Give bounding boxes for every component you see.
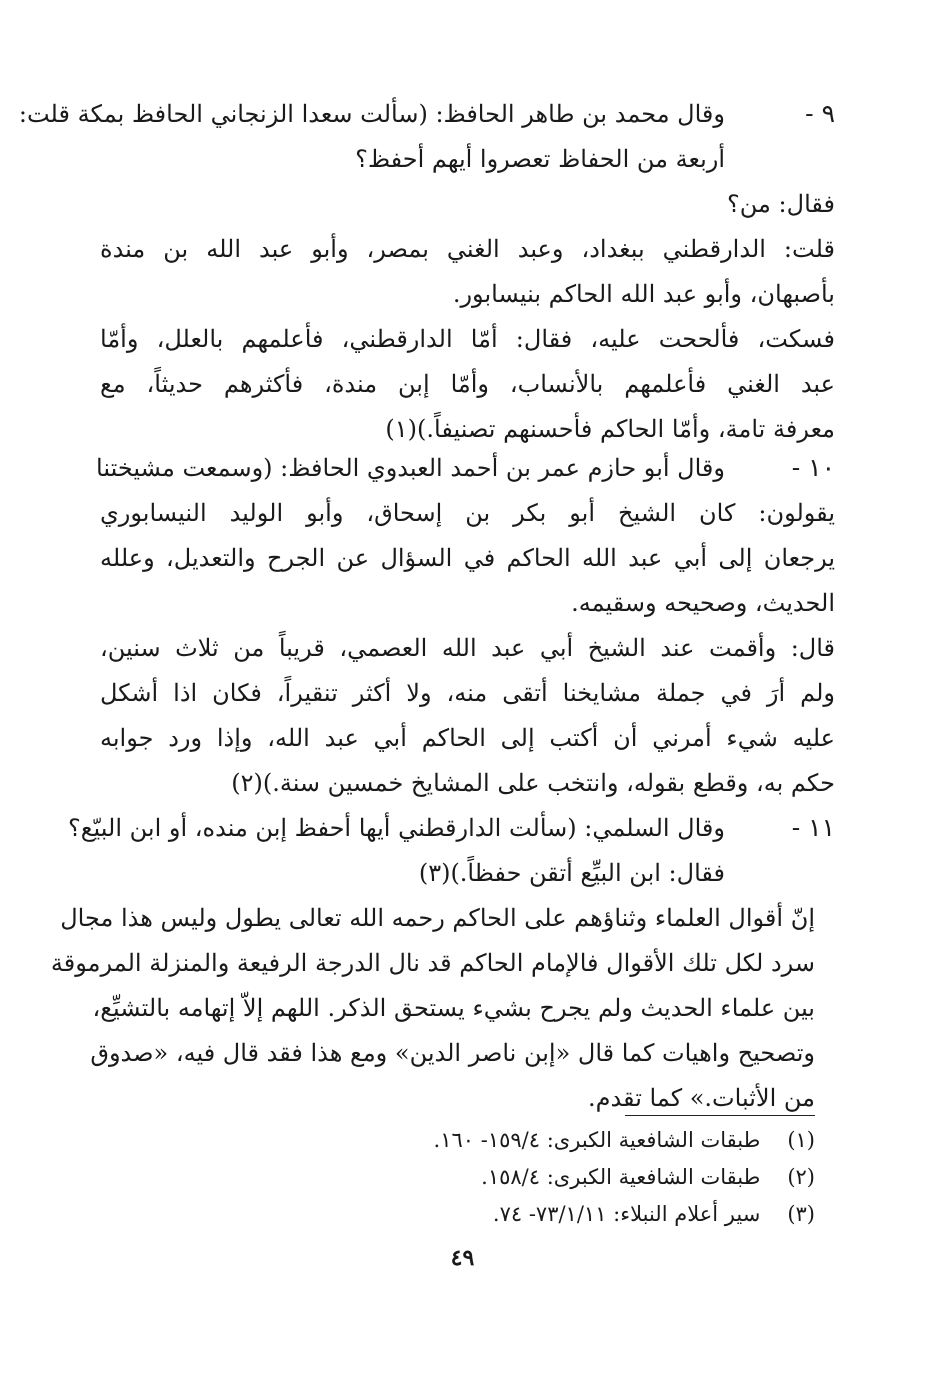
text-line: عليه شيء أمرني أن أكتب إلى الحاكم أبي عبد الله، وإذا ورد جوابه [100,724,835,752]
entry-number: ١٠ - [791,453,835,482]
footnote-marker: (٣) [787,1202,815,1226]
text-line: فسكت، فألححت عليه، فقال: أمّا الدارقطني، فأعلمهم بالعلل، وأمّا [100,325,835,353]
text-line: إنّ أقوال العلماء وثناؤهم على الحاكم رحمه الله تعالى يطول وليس هذا مجال [60,904,815,932]
entry-11 [68,806,835,896]
text-line: وقال محمد بن طاهر الحافظ: (سألت سعدا الزنجاني الحافظ بمكة قلت: [18,100,725,128]
footnote [200,1122,815,1159]
footnote-text: طبقات الشافعية الكبرى: ١٥٨/٤. [481,1165,761,1189]
text-line: فقال: ابن البيِّع أتقن حفظاً.)(٣) [418,859,725,887]
text-line: يقولون: كان الشيخ أبو بكر بن إسحاق، وأبو الوليد النيسابوري [100,499,835,527]
entry-9 [18,92,835,182]
footnote [200,1159,815,1196]
entry-text [100,182,835,452]
text-line: سرد لكل تلك الأقوال فالإمام الحاكم قد نال الدرجة الرفيعة والمنزلة المرموقة [50,949,815,977]
text-line: قال: وأقمت عند الشيخ أبي عبد الله العصمي، قريباً من ثلاث سنين، [100,634,835,662]
entry-text [96,446,725,491]
entry-10 [96,446,835,491]
text-line: قلت: الدارقطني ببغداد، وعبد الغني بمصر، وأبو عبد الله بن مندة [100,235,835,263]
entry-number: ٩ - [805,99,835,128]
footnote [200,1196,815,1233]
footnote-marker: (١) [787,1128,815,1152]
text-line: أربعة من الحفاظ تعصروا أيهم أحفظ؟ [355,145,725,173]
text-line: ولم أرَ في جملة مشايخنا أتقى منه، ولا أكثر تنقيراً، فكان اذا أشكل [100,679,835,707]
footnote-marker: (٢) [787,1165,815,1189]
entry-text [100,491,835,806]
text-line: يرجعان إلى أبي عبد الله الحاكم في السؤال عن الجرح والتعديل، وعلله [100,544,835,572]
text-line: فقال: من؟ [727,190,835,218]
footnote-text: سير أعلام النبلاء: ٧٣/١/١١- ٧٤. [492,1202,761,1226]
entry-text [18,92,725,182]
footnote-text: طبقات الشافعية الكبرى: ١٥٩/٤- ١٦٠. [433,1128,761,1152]
text-line: معرفة تامة، وأمّا الحاكم فأحسنهم تصنيفاً.)(١) [385,415,835,443]
text-line: الحديث، وصحيحه وسقيمه. [571,589,835,617]
entry-9-continued [100,182,835,452]
entry-number: ١١ - [791,813,835,842]
entry-text [68,806,725,896]
entry-10-continued [100,491,835,806]
text-line: عبد الغني فأعلمهم بالأنساب، وأمّا إبن مندة، فأكثرهم حديثاً، مع [100,370,835,398]
text-line: من الأثبات.» كما تقدم. [587,1084,815,1112]
footnote-divider [625,1115,815,1116]
text-line: حكم به، وقطع بقوله، وانتخب على المشايخ خمسين سنة.)(٢) [231,769,835,797]
page-number: ٤٩ [450,1245,475,1271]
text-line: بأصبهان، وأبو عبد الله الحاكم بنيسابور. [452,280,835,308]
text-line: وقال أبو حازم عمر بن أحمد العبدوي الحافظ: (وسمعت مشيختنا [96,454,725,482]
text-line: وتصحيح واهيات كما قال «إبن ناصر الدين» ومع هذا فقد قال فيه، «صدوق [90,1039,815,1067]
text-line: وقال السلمي: (سألت الدارقطني أيها أحفظ إبن منده، أو ابن البيّع؟ [68,814,725,842]
footnotes [200,1122,815,1233]
text-line: بين علماء الحديث ولم يجرح بشيء يستحق الذكر. اللهم إلاّ إتهامه بالتشيِّع، [92,994,815,1022]
closing-paragraph [50,896,815,1121]
